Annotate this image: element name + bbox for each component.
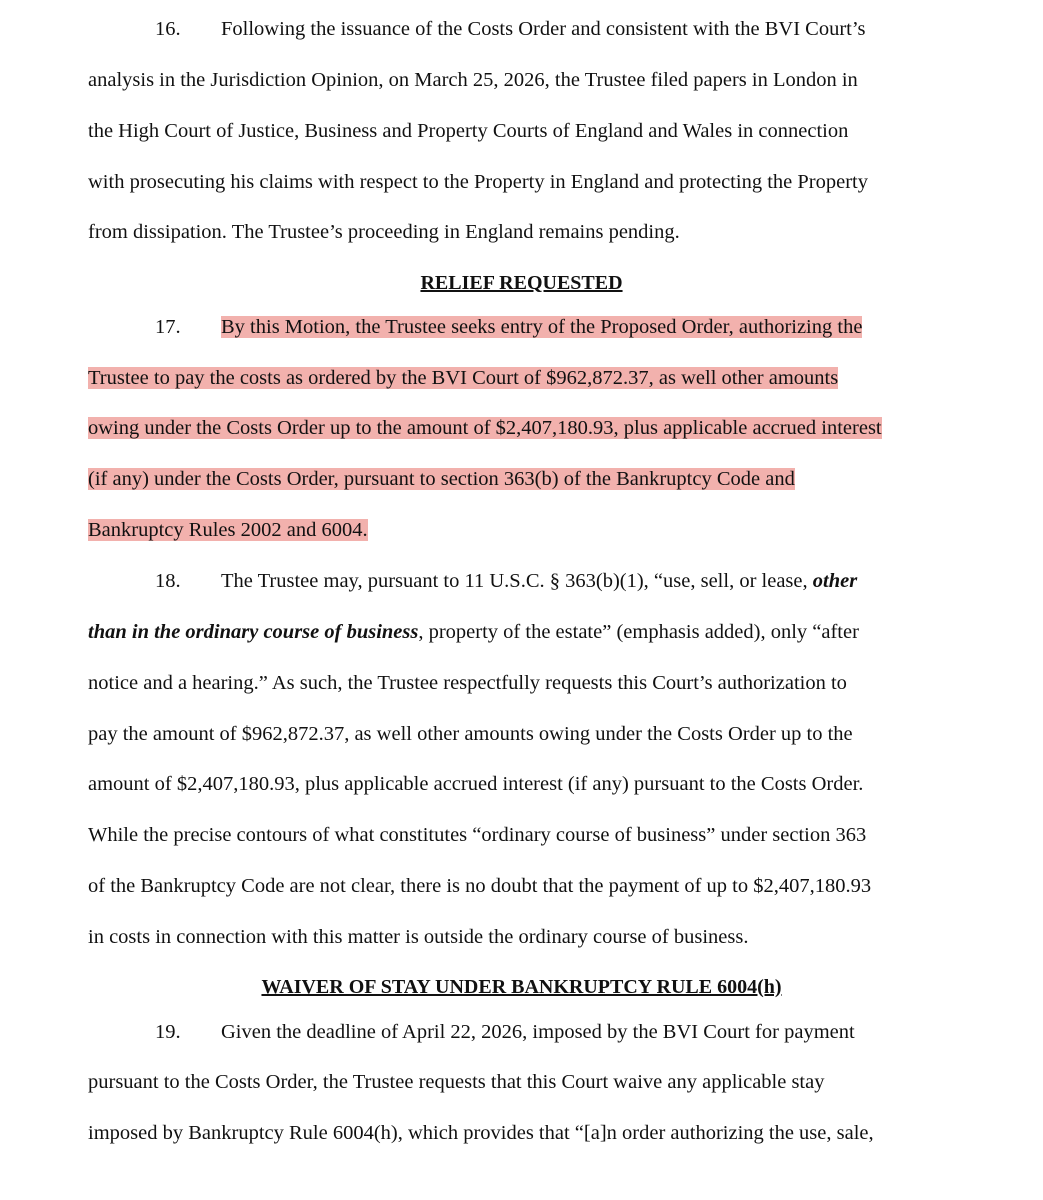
para19-line-1 [88,1020,855,1044]
para18-line-8: in costs in connection with this matter is outside the ordinary course of business. [88,926,749,948]
para18-line-3: notice and a hearing.” As such, the Trustee respectfully requests this Court’s authorization to [88,672,847,694]
para19-text-1: Given the deadline of April 22, 2026, imposed by the BVI Court for payment [221,1021,855,1043]
para17-line-5 [88,518,368,542]
para17-line-1 [88,315,862,339]
para18-emphasis-2: than in the ordinary course of business [88,621,419,643]
para18-line-1 [88,569,857,593]
heading-waiver-of-stay: WAIVER OF STAY UNDER BANKRUPTCY RULE 6004(h) [261,976,782,998]
para18-text-2: , property of the estate” (emphasis added), only “after [418,621,859,643]
para18-line-2 [88,620,859,644]
para18-line-5: amount of $2,407,180.93, plus applicable accrued interest (if any) pursuant to the Costs Order. [88,773,864,795]
para17-text-4: (if any) under the Costs Order, pursuant to section 363(b) of the Bankruptcy Code and [88,468,795,490]
para16-number: 16. [155,18,181,40]
para18-line-7: of the Bankruptcy Code are not clear, there is no doubt that the payment of up to $2,407,180.93 [88,875,872,897]
para17-line-2 [88,366,838,390]
para19-line-3: imposed by Bankruptcy Rule 6004(h), which provides that “[a]n order authorizing the use, sale, [88,1122,874,1144]
para16-line-5: from dissipation. The Trustee’s proceeding in England remains pending. [88,221,680,243]
para17-line-4 [88,467,795,491]
para17-text-5: Bankruptcy Rules 2002 and 6004. [88,519,368,541]
para17-text-2: Trustee to pay the costs as ordered by the BVI Court of $962,872.37, as well other amounts [88,367,839,389]
para17-line-3 [88,416,882,440]
para19-number: 19. [155,1021,181,1043]
para16-line-3: the High Court of Justice, Business and Property Courts of England and Wales in connection [88,120,849,142]
heading-relief-requested: RELIEF REQUESTED [420,272,623,294]
para16-line-2: analysis in the Jurisdiction Opinion, on March 25, 2026, the Trustee filed papers in London in [88,69,858,91]
para18-text-1: The Trustee may, pursuant to 11 U.S.C. § 363(b)(1), “use, sell, or lease, [221,570,813,592]
para17-number: 17. [155,316,181,338]
para18-number: 18. [155,570,181,592]
para16-line-4: with prosecuting his claims with respect to the Property in England and protecting the Property [88,171,868,193]
para19-line-2: pursuant to the Costs Order, the Trustee requests that this Court waive any applicable stay [88,1071,825,1093]
para18-emphasis-1: other [812,570,858,592]
para18-line-4: pay the amount of $962,872.37, as well other amounts owing under the Costs Order up to the [88,723,853,745]
para18-line-6: While the precise contours of what constitutes “ordinary course of business” under section 363 [88,824,867,846]
para17-text-3: owing under the Costs Order up to the amount of $2,407,180.93, plus applicable accrued interest [88,417,882,439]
para16-text-1: Following the issuance of the Costs Order and consistent with the BVI Court’s [221,18,866,40]
para17-text-1: By this Motion, the Trustee seeks entry of the Proposed Order, authorizing the [221,316,863,338]
para16-line-1 [88,17,866,41]
